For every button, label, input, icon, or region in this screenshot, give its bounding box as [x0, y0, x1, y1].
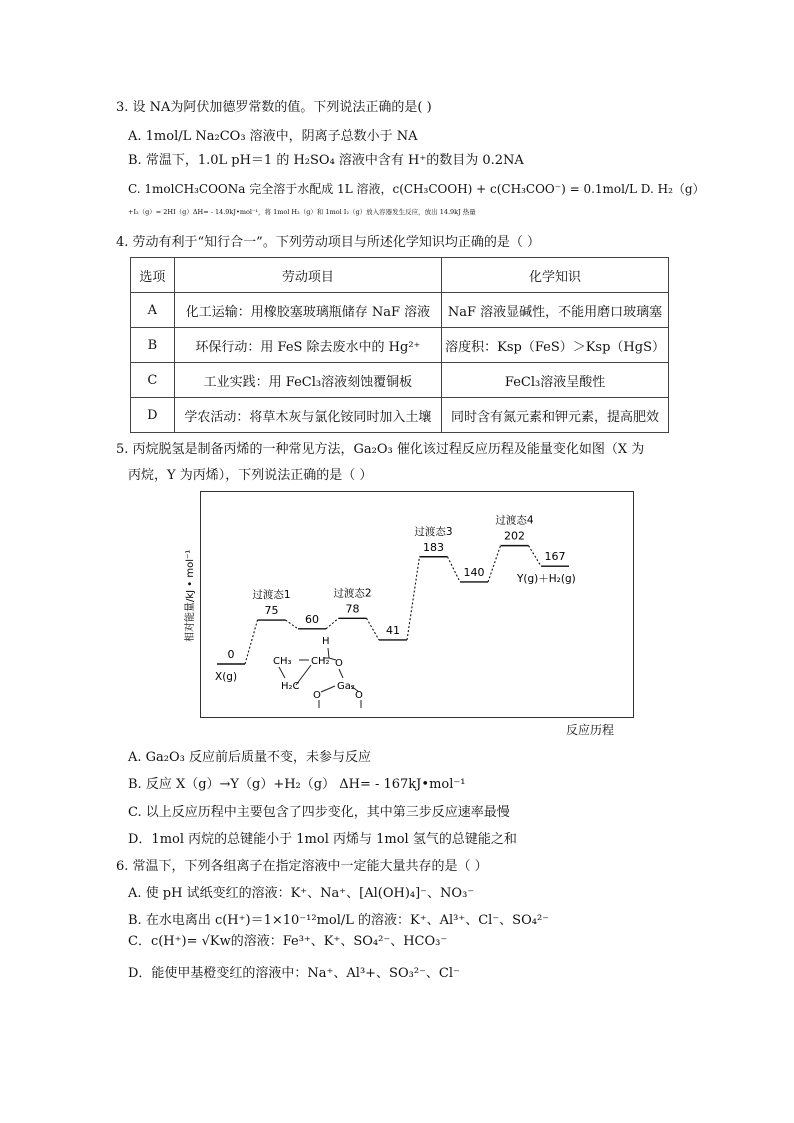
- structure-label: CH₂: [311, 656, 330, 667]
- q6-option-d: D．能使甲基橙变红的溶液中：Na⁺、Al³+、SO₃²⁻、Cl⁻: [128, 966, 460, 981]
- q3-option-a: A. 1mol/L Na₂CO₃ 溶液中，阴离子总数小于 NA: [128, 129, 418, 144]
- q5-option-c: C. 以上反应历程中主要包含了四步变化，其中第三步反应速率最慢: [128, 805, 510, 820]
- energy-value-label: 140: [463, 565, 485, 579]
- structure-label: Ga₂: [337, 681, 355, 692]
- q5-option-b: B. 反应 X（g）→Y（g）+H₂（g） ΔH= - 167kJ•mol⁻¹: [128, 777, 466, 792]
- q5-stem-line2: 丙烷，Y 为丙烯），下列说法正确的是（ ）: [128, 468, 373, 483]
- x-axis-label: 反应历程: [566, 723, 615, 737]
- energy-diagram: [185, 491, 634, 718]
- table-cell: B: [131, 328, 175, 363]
- energy-value-label: 78: [345, 602, 360, 616]
- energy-connector: [529, 546, 542, 567]
- transition-state-label: 过渡态3: [414, 525, 453, 538]
- structure-label: O: [355, 690, 363, 701]
- q3-option-c-line2: +I₂（g）= 2HI（g）ΔH= - 14.9kJ•mol⁻¹，将 1mol H₂（g）和 1mol I₂（g）放入容器发生反应，放出 14.9kJ 热量: [128, 208, 476, 216]
- table-header-cell: 选项: [131, 258, 175, 293]
- q6-option-a: A. 使 pH 试纸变红的溶液：K⁺、Na⁺、[Al(OH)₄]⁻、NO₃⁻: [128, 886, 475, 901]
- structure-label: O: [313, 690, 321, 701]
- energy-connector: [407, 557, 420, 640]
- q6-stem: 6. 常温下，下列各组离子在指定溶液中一定能大量共存的是（ ）: [116, 859, 488, 874]
- energy-value-label: 60: [305, 612, 319, 626]
- structure-label: H₂C: [281, 681, 300, 692]
- table-cell: 学农活动：将草木灰与氯化铵同时加入土壤: [174, 398, 441, 433]
- y-axis-label: 相对能量/kJ • mol⁻¹: [185, 549, 196, 642]
- table-cell: 环保行动：用 FeS 除去废水中的 Hg²⁺: [174, 328, 441, 363]
- table-cell: 工业实践：用 FeCl₃溶液刻蚀覆铜板: [174, 363, 441, 398]
- q5-option-d: D．1mol 丙烷的总键能小于 1mol 丙烯与 1mol 氢气的总键能之和: [128, 832, 517, 847]
- table-cell: C: [131, 363, 175, 398]
- species-label: X(g): [215, 671, 238, 683]
- energy-connector: [488, 546, 501, 582]
- species-label: Y(g)＋H₂(g): [517, 573, 576, 586]
- table-cell: 溶度积：Ksp（FeS）＞Ksp（HgS）: [442, 328, 669, 363]
- energy-value-label: 41: [386, 623, 400, 637]
- table-row: [131, 328, 669, 363]
- q3-option-c: C. 1molCH₃COONa 完全溶于水配成 1L 溶液，c(CH₃COOH) + c(CH₃COO⁻) = 0.1mol/L D. H₂（g）: [128, 182, 705, 196]
- table-cell: 同时含有氮元素和钾元素，提高肥效: [442, 398, 669, 433]
- q4-table: [130, 257, 669, 433]
- energy-connector: [367, 618, 380, 640]
- energy-value-label: 202: [504, 529, 525, 543]
- q6-option-b: B. 在水电离出 c(H⁺)＝1×10⁻¹²mol/L 的溶液：K⁺、Al³⁺、Cl⁻、SO₄²⁻: [128, 913, 550, 928]
- table-cell: FeCl₃溶液呈酸性: [442, 363, 669, 398]
- energy-connector: [448, 557, 461, 582]
- energy-diagram-svg: [185, 492, 633, 717]
- q5-option-a: A. Ga₂O₃ 反应前后质量不变，未参与反应: [128, 750, 372, 765]
- energy-connector: [326, 618, 339, 629]
- q3-option-b: B. 常温下，1.0L pH＝1 的 H₂SO₄ 溶液中含有 H⁺的数目为 0.2NA: [128, 153, 524, 168]
- table-header-cell: 劳动项目: [174, 258, 441, 293]
- q5-stem-line1: 5. 丙烷脱氢是制备丙烯的一种常见方法，Ga₂O₃ 催化该过程反应历程及能量变化如图（X 为: [116, 442, 645, 457]
- q6-option-c: C．c(H⁺)= √Kw的溶液：Fe³⁺、K⁺、SO₄²⁻、HCO₃⁻: [128, 934, 448, 949]
- q4-stem: 4. 劳动有利于“知行合一”。下列劳动项目与所述化学知识均正确的是（ ）: [116, 235, 540, 250]
- table-header-cell: 化学知识: [442, 258, 669, 293]
- energy-connector: [245, 620, 258, 664]
- table-cell: NaF 溶液显碱性，不能用磨口玻璃塞: [442, 293, 669, 328]
- energy-value-label: 167: [544, 550, 566, 564]
- energy-value-label: 183: [423, 540, 444, 554]
- table-cell: A: [131, 293, 175, 328]
- table-cell: 化工运输：用橡胶塞玻璃瓶储存 NaF 溶液: [174, 293, 441, 328]
- transition-structure: [273, 636, 363, 708]
- energy-levels: [215, 514, 576, 683]
- structure-label: CH₃: [273, 656, 292, 667]
- energy-connector: [286, 620, 299, 629]
- transition-state-label: 过渡态2: [333, 587, 372, 600]
- table-header-row: [131, 258, 669, 293]
- transition-state-label: 过渡态1: [252, 589, 291, 602]
- q3-stem: 3. 设 NA为阿伏加德罗常数的值。下列说法正确的是( ): [116, 100, 432, 115]
- energy-value-label: 75: [264, 604, 279, 618]
- table-row: [131, 363, 669, 398]
- energy-value-label: 0: [227, 648, 235, 661]
- structure-label: H: [322, 636, 330, 647]
- table-cell: D: [131, 398, 175, 433]
- transition-state-label: 过渡态4: [495, 514, 534, 527]
- structure-label: O: [335, 658, 343, 669]
- table-row: [131, 398, 669, 433]
- table-row: [131, 293, 669, 328]
